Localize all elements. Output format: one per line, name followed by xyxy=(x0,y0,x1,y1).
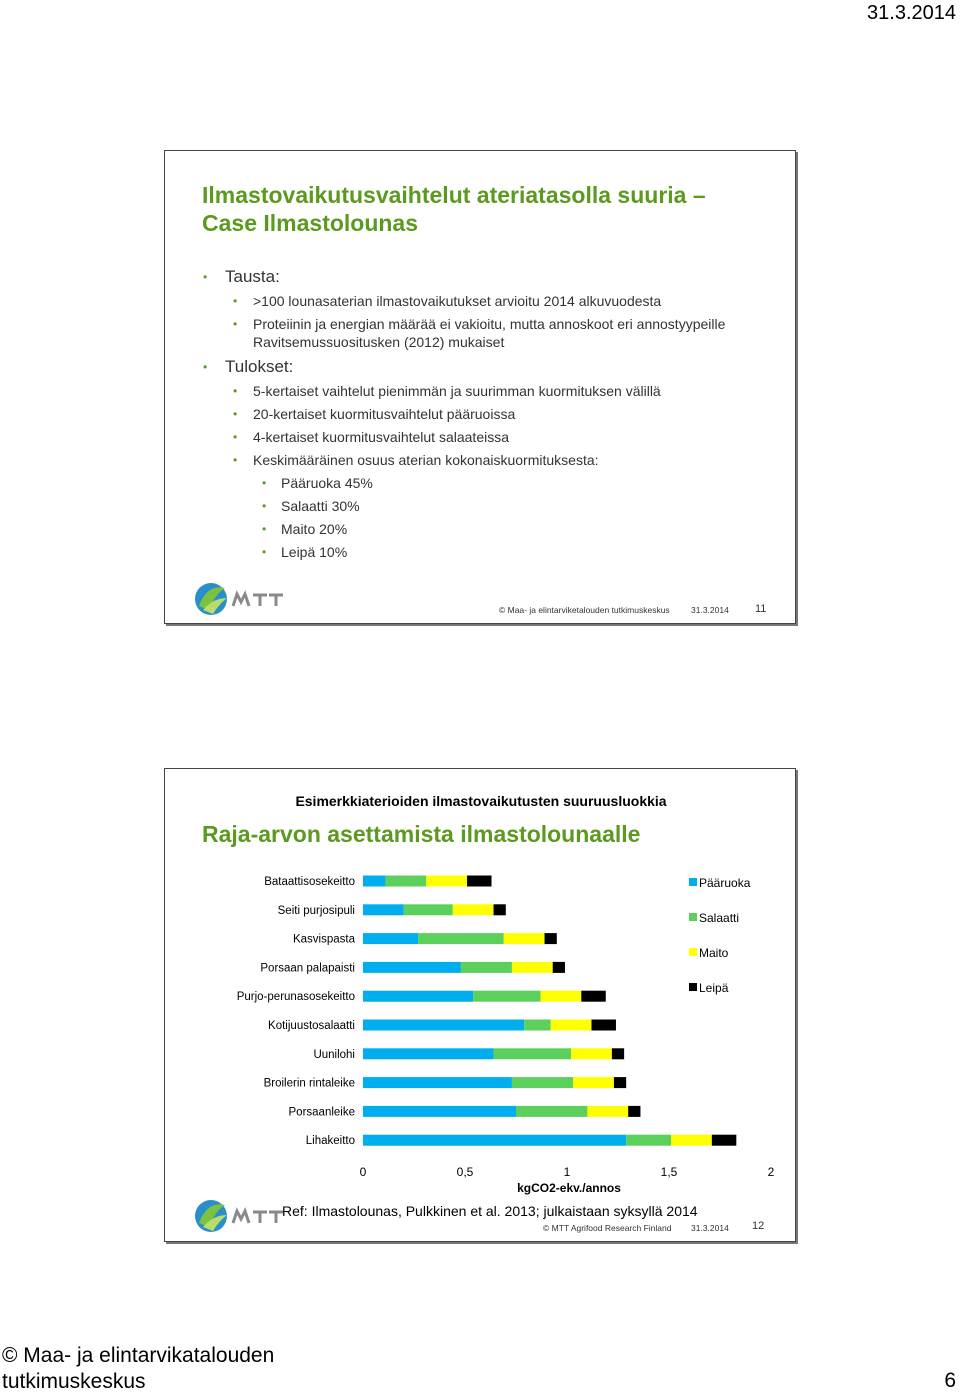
bullet-dot-icon: • xyxy=(233,317,238,331)
category-label: Kasvispasta xyxy=(292,933,355,946)
legend-label: Salaatti xyxy=(699,911,740,925)
legend-swatch xyxy=(689,983,697,991)
slide-number: 11 xyxy=(755,603,767,615)
category-label: Lihakeitto xyxy=(305,1135,355,1148)
bar-segment-1 xyxy=(418,933,504,944)
bar-segment-2 xyxy=(671,1135,712,1146)
bar-segment-0 xyxy=(363,933,418,944)
bullet-r4: • Keskimääräinen osuus aterian kokonaiskuormituksesta: xyxy=(233,452,599,468)
bullet-t1: • >100 lounasaterian ilmastovaikutukset arvioitu 2014 alkuvuodesta xyxy=(233,293,662,309)
bullet-r1: • 5-kertaiset vaihtelut pienimmän ja suurimman kuormituksen välillä xyxy=(233,383,661,399)
bar-segment-1 xyxy=(626,1135,671,1146)
x-tick-label: 0 xyxy=(359,1165,367,1179)
bar-segment-3 xyxy=(545,933,557,944)
bar-segment-1 xyxy=(404,904,453,915)
bullet-dot-icon: • xyxy=(262,476,267,490)
page-footer-line-1: © Maa- ja elintarvikatalouden xyxy=(2,1344,275,1367)
bar-segment-2 xyxy=(453,904,494,915)
bar-segment-0 xyxy=(363,1106,516,1117)
page-footer-line-2: tutkimuskeskus xyxy=(2,1370,146,1393)
bullet-dot-icon: • xyxy=(233,407,238,421)
x-tick-label: 1,5 xyxy=(660,1165,678,1179)
legend-swatch xyxy=(689,948,697,956)
slide-title xyxy=(202,181,782,237)
x-tick-label: 1 xyxy=(563,1165,571,1179)
bullet-dot-icon: • xyxy=(233,384,238,398)
page-footer xyxy=(2,1343,274,1395)
page-number: 6 xyxy=(944,1369,956,1392)
bar-segment-0 xyxy=(363,1020,524,1031)
bullet-r2: • 20-kertaiset kuormitusvaihtelut pääruoissa xyxy=(233,406,516,422)
bar-segment-2 xyxy=(551,1020,592,1031)
category-label: Seiti purjosipuli xyxy=(277,904,355,917)
bar-segment-0 xyxy=(363,1048,494,1059)
bar-segment-2 xyxy=(587,1106,628,1117)
bar-segment-1 xyxy=(512,1077,573,1088)
bullet-dot-icon: • xyxy=(262,522,267,536)
bullet-dot-icon: • xyxy=(203,270,208,284)
title-line-2: Case Ilmastolounas xyxy=(202,210,419,236)
bar-segment-2 xyxy=(573,1077,614,1088)
bar-segment-3 xyxy=(591,1020,615,1031)
category-label: Porsaanleike xyxy=(288,1106,355,1119)
bar-segment-2 xyxy=(512,962,553,973)
bar-segment-0 xyxy=(363,962,461,973)
category-label: Purjo-perunasosekeitto xyxy=(236,991,355,1004)
bar-segment-2 xyxy=(540,991,581,1002)
category-label: Bataattisosekeitto xyxy=(264,876,355,888)
bullet-dot-icon: • xyxy=(203,360,208,374)
legend-label: Leipä xyxy=(699,981,729,995)
bullet-dot-icon: • xyxy=(233,294,238,308)
category-label: Kotijuustosalaatti xyxy=(268,1020,355,1032)
bar-segment-3 xyxy=(581,991,605,1002)
bar-segment-0 xyxy=(363,1135,626,1146)
legend-label: Maito xyxy=(699,946,729,960)
bar-segment-2 xyxy=(426,876,467,887)
x-axis-label: kgCO2-ekv./annos xyxy=(517,1181,621,1195)
bar-segment-3 xyxy=(467,876,491,887)
bullet-dot-icon: • xyxy=(262,499,267,513)
mtt-logo-icon xyxy=(193,580,289,618)
bar-segment-0 xyxy=(363,904,404,915)
bullet-dot-icon: • xyxy=(262,545,267,559)
chart-subtitle: Esimerkkiaterioiden ilmastovaikutusten suuruusluokkia xyxy=(295,793,667,809)
bar-segment-0 xyxy=(363,1077,512,1088)
category-label: Porsaan palapaisti xyxy=(260,962,355,975)
bar-segment-1 xyxy=(461,962,512,973)
page-date: 31.3.2014 xyxy=(867,2,956,24)
x-tick-label: 0,5 xyxy=(456,1165,474,1179)
bullet-tulokset: • Tulokset: xyxy=(203,357,294,376)
bar-segment-1 xyxy=(385,876,426,887)
bar-segment-3 xyxy=(553,962,565,973)
bar-segment-3 xyxy=(614,1077,626,1088)
slide-12 xyxy=(164,768,796,1242)
slide-11 xyxy=(164,150,796,624)
bullet-r3: • 4-kertaiset kuormitusvaihtelut salaateissa xyxy=(233,429,510,445)
stacked-bar-chart xyxy=(165,769,797,1243)
slide-date: 31.3.2014 xyxy=(691,1223,729,1233)
bullet-list xyxy=(203,261,783,566)
bar-segment-0 xyxy=(363,991,473,1002)
bullet-dot-icon: • xyxy=(233,453,238,467)
legend-label: Pääruoka xyxy=(699,876,751,890)
bar-segment-1 xyxy=(473,991,540,1002)
slide-title: Raja-arvon asettamista ilmastolounaalle xyxy=(202,821,641,847)
bar-segment-3 xyxy=(712,1135,736,1146)
bar-segment-1 xyxy=(494,1048,572,1059)
bar-segment-3 xyxy=(628,1106,640,1117)
slide-footer: © Maa- ja elintarviketalouden tutkimuskeskus xyxy=(499,605,670,615)
bar-segment-0 xyxy=(363,876,385,887)
legend-swatch xyxy=(689,878,697,886)
bullet-s3: • Maito 20% xyxy=(262,521,348,537)
title-line-1: Ilmastovaikutusvaihtelut ateriatasolla suuria – xyxy=(202,182,706,208)
slide-footer: © MTT Agrifood Research Finland xyxy=(543,1223,672,1233)
bullet-tausta: • Tausta: xyxy=(203,267,280,286)
bar-segment-3 xyxy=(612,1048,624,1059)
mtt-logo-icon xyxy=(193,1197,289,1235)
bullet-s2: • Salaatti 30% xyxy=(262,498,360,514)
slide-number: 12 xyxy=(752,1220,765,1232)
legend-swatch xyxy=(689,913,697,921)
bullet-dot-icon: • xyxy=(233,430,238,444)
bar-segment-3 xyxy=(494,904,506,915)
bullet-t2: • Proteiinin ja energian määrää ei vakioitu, mutta annoskoot eri annostyypeille Ravitsemussuositusken (2012) mukaiset xyxy=(233,316,726,350)
bullet-s4: • Leipä 10% xyxy=(262,544,348,560)
bar-segment-2 xyxy=(504,933,545,944)
bullet-s1: • Pääruoka 45% xyxy=(262,475,373,491)
bar-segment-1 xyxy=(516,1106,587,1117)
bar-segment-2 xyxy=(571,1048,612,1059)
x-tick-label: 2 xyxy=(767,1165,775,1179)
reference-text: Ref: Ilmastolounas, Pulkkinen et al. 2013; julkaistaan syksyllä 2014 xyxy=(282,1203,698,1219)
slide-date: 31.3.2014 xyxy=(691,605,729,615)
category-label: Uunilohi xyxy=(313,1048,355,1061)
bar-segment-1 xyxy=(524,1020,551,1031)
category-label: Broilerin rintaleike xyxy=(263,1077,355,1090)
